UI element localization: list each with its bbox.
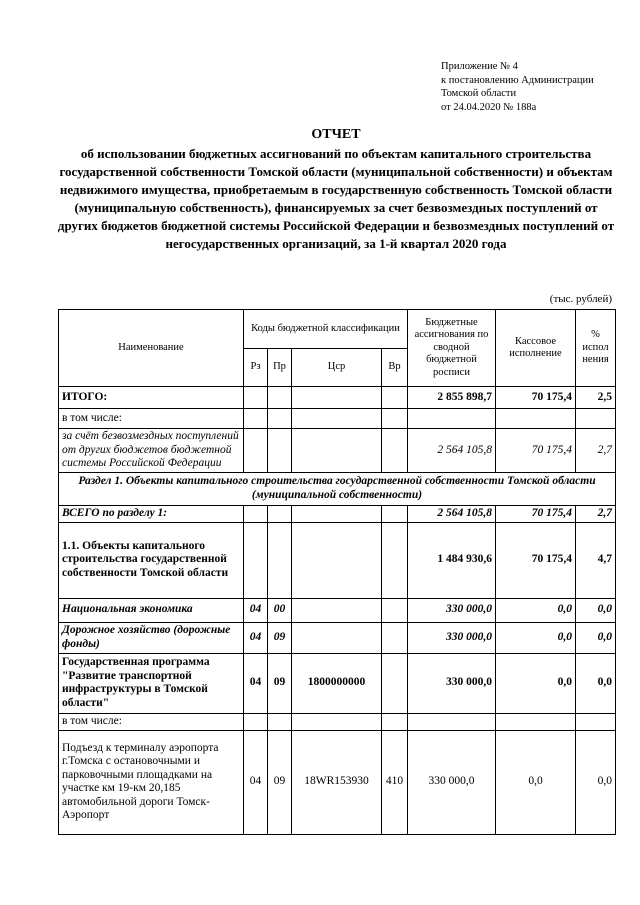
row-rz: 04 <box>244 598 268 622</box>
row-vr <box>382 522 408 598</box>
row-vr <box>382 505 408 522</box>
row-rz <box>244 429 268 473</box>
row-budget: 330 000,0 <box>408 730 496 834</box>
row-pr <box>268 522 292 598</box>
row-rz <box>244 387 268 409</box>
row-pr: 09 <box>268 730 292 834</box>
row-rz: 04 <box>244 730 268 834</box>
row-name: Государственная программа "Развитие транспортной инфраструктуры в Томской области" <box>59 653 244 713</box>
table-row <box>59 387 616 409</box>
row-pct: 2,7 <box>576 505 616 522</box>
appendix-line: от 24.04.2020 № 188а <box>441 101 537 113</box>
row-vr <box>382 622 408 653</box>
row-budget: 330 000,0 <box>408 622 496 653</box>
row-rz <box>244 505 268 522</box>
row-rz: 04 <box>244 622 268 653</box>
row-pct: 0,0 <box>576 730 616 834</box>
table-row <box>59 713 616 730</box>
row-budget: 2 855 898,7 <box>408 387 496 409</box>
row-rz: 04 <box>244 653 268 713</box>
row-pct: 0,0 <box>576 598 616 622</box>
row-pr: 09 <box>268 622 292 653</box>
row-cash: 0,0 <box>496 622 576 653</box>
header-cash: Кассовое исполнение <box>496 310 576 387</box>
table-row <box>59 730 616 834</box>
row-budget: 330 000,0 <box>408 598 496 622</box>
table-row <box>59 522 616 598</box>
header-rz: Рз <box>244 349 268 387</box>
report-heading: ОТЧЕТ <box>311 127 361 142</box>
header-codes: Коды бюджетной классификации <box>244 310 408 349</box>
row-pct: 0,0 <box>576 622 616 653</box>
appendix-line: к постановлению Администрации <box>441 74 594 86</box>
header-name: Наименование <box>59 310 244 387</box>
appendix-line: Приложение № 4 <box>441 61 518 72</box>
row-budget: 2 564 105,8 <box>408 505 496 522</box>
row-pr <box>268 429 292 473</box>
report-table <box>58 309 616 835</box>
row-vr: 410 <box>382 730 408 834</box>
row-pct: 2,7 <box>576 429 616 473</box>
table-row <box>59 409 616 429</box>
row-name: Дорожное хозяйство (дорожные фонды) <box>59 622 244 653</box>
row-pct: 4,7 <box>576 522 616 598</box>
row-name: Подъезд к терминалу аэропорта г.Томска с остановочными и парковочными площадками на участке км 19-км 20,185 автомобильной дороги Томск-Аэропорт <box>59 730 244 834</box>
row-budget: 2 564 105,8 <box>408 429 496 473</box>
header-pr: Пр <box>268 349 292 387</box>
header-csr: Цср <box>292 349 382 387</box>
table-row <box>59 653 616 713</box>
row-pr <box>268 387 292 409</box>
header-vr: Вр <box>382 349 408 387</box>
row-csr <box>292 522 382 598</box>
row-cash: 70 175,4 <box>496 429 576 473</box>
row-vr <box>382 429 408 473</box>
row-vr <box>382 387 408 409</box>
row-csr: 18WR153930 <box>292 730 382 834</box>
units-note: (тыс. рублей) <box>549 293 612 305</box>
row-name: в том числе: <box>59 409 244 429</box>
row-pr: 00 <box>268 598 292 622</box>
row-pr <box>268 505 292 522</box>
table-row <box>59 622 616 653</box>
row-name: Национальная экономика <box>59 598 244 622</box>
row-vr <box>382 653 408 713</box>
row-rz <box>244 522 268 598</box>
row-pr: 09 <box>268 653 292 713</box>
appendix-line: Томской области <box>441 88 517 99</box>
row-name: ИТОГО: <box>59 387 244 409</box>
row-csr <box>292 505 382 522</box>
row-cash: 70 175,4 <box>496 505 576 522</box>
row-cash: 0,0 <box>496 598 576 622</box>
section-row <box>59 472 616 505</box>
row-budget: 1 484 930,6 <box>408 522 496 598</box>
row-name: 1.1. Объекты капитального строительства государственной собственности Томской области <box>59 522 244 598</box>
row-csr <box>292 622 382 653</box>
row-name: за счёт безвозмездных поступлений от других бюджетов бюджетной системы Российской Федерации <box>59 429 244 473</box>
report-title <box>56 126 616 253</box>
row-csr <box>292 598 382 622</box>
row-cash: 70 175,4 <box>496 387 576 409</box>
row-vr <box>382 598 408 622</box>
row-name: ВСЕГО по разделу 1: <box>59 505 244 522</box>
table-row <box>59 505 616 522</box>
table-row <box>59 429 616 473</box>
row-csr <box>292 387 382 409</box>
row-budget: 330 000,0 <box>408 653 496 713</box>
row-cash: 70 175,4 <box>496 522 576 598</box>
row-cash: 0,0 <box>496 730 576 834</box>
table-row <box>59 598 616 622</box>
row-pct: 0,0 <box>576 653 616 713</box>
header-percent: % испол нения <box>576 310 616 387</box>
row-name: в том числе: <box>59 713 244 730</box>
report-subtitle: об использовании бюджетных ассигнований по объектам капитального строительства государственной собственности Томской области (муниципальной собственности) и объектам недвижимого имущества, приобретаемым в государственную собственность Томской области (муниципальную собственность), финансируемых за счет безвозмездных поступлений от других бюджетов бюджетной системы Российской Федерации и безвозмездных поступлений от негосударственных организаций, за 1-й квартал 2020 года <box>57 146 615 251</box>
row-pct: 2,5 <box>576 387 616 409</box>
appendix-note <box>441 60 594 114</box>
row-cash: 0,0 <box>496 653 576 713</box>
row-csr <box>292 429 382 473</box>
row-csr: 1800000000 <box>292 653 382 713</box>
section-title: Раздел 1. Объекты капитального строительства государственной собственности Томской области (муниципальной собственности) <box>59 472 616 505</box>
header-budget: Бюджетные ассигнования по сводной бюджетной росписи <box>408 310 496 387</box>
